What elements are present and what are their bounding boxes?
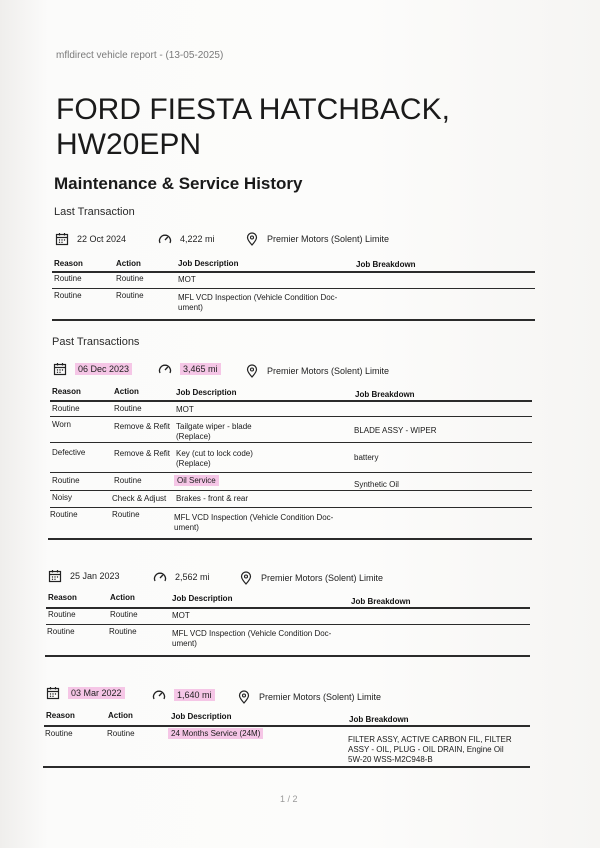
cell-job-description: MOT xyxy=(176,405,194,414)
col-action: Action xyxy=(114,387,139,396)
cell-reason: Routine xyxy=(54,291,82,300)
cell-reason: Defective xyxy=(52,448,86,457)
cell-action: Routine xyxy=(114,476,142,485)
cell-job-description: Key (cut to lock code) (Replace) xyxy=(176,449,253,468)
transaction-mileage xyxy=(153,570,210,584)
calendar-icon xyxy=(53,362,67,376)
transaction-garage xyxy=(245,232,389,246)
cell-job-description: Brakes - front & rear xyxy=(176,494,249,503)
cell-reason: Routine xyxy=(47,627,75,636)
mileage-text: 3,465 mi xyxy=(180,363,221,375)
date-text: 03 Mar 2022 xyxy=(68,687,125,699)
cell-reason: Routine xyxy=(54,274,82,283)
cell-action: Routine xyxy=(116,274,144,283)
transaction-date xyxy=(46,686,125,700)
transaction-mileage xyxy=(158,362,221,376)
cell-job-breakdown: battery xyxy=(354,453,379,462)
cell-action: Routine xyxy=(114,404,142,413)
cell-reason: Routine xyxy=(52,476,80,485)
transaction-garage xyxy=(239,571,383,585)
last-transaction-label: Last Transaction xyxy=(54,206,135,218)
calendar-icon xyxy=(55,232,69,246)
mileage-text: 1,640 mi xyxy=(174,689,215,701)
cell-job-description xyxy=(168,729,263,739)
cell-job-description xyxy=(174,476,219,486)
cell-job-description: MOT xyxy=(172,611,190,620)
page-number: 1 / 2 xyxy=(280,794,298,804)
col-job-breakdown: Job Breakdown xyxy=(356,260,416,269)
location-pin-icon xyxy=(245,232,259,246)
cell-job-description: Tailgate wiper - blade (Replace) xyxy=(176,422,252,441)
cell-reason: Worn xyxy=(52,420,71,429)
service-highlight: 24 Months Service (24M) xyxy=(168,728,263,739)
location-pin-icon xyxy=(237,690,251,704)
cell-job-breakdown: BLADE ASSY - WIPER xyxy=(354,426,437,435)
cell-action: Remove & Refit xyxy=(114,422,171,431)
speedometer-icon xyxy=(153,570,167,584)
transaction-date xyxy=(48,569,120,583)
calendar-icon xyxy=(48,569,62,583)
garage-text: Premier Motors (Solent) Limite xyxy=(261,573,384,583)
transaction-date xyxy=(55,232,126,246)
cell-job-description: MFL VCD Inspection (Vehicle Condition Doc- ument) xyxy=(172,629,332,648)
speedometer-icon xyxy=(158,362,172,376)
section-title: Maintenance & Service History xyxy=(54,174,303,193)
report-header: mfldirect vehicle report - (13-05-2025) xyxy=(56,50,224,61)
cell-job-breakdown: FILTER ASSY, ACTIVE CARBON FIL, FILTER ASSY - OIL, PLUG - OIL DRAIN, Engine Oil 5W-20 WSS-M2C948-B xyxy=(348,735,512,764)
cell-reason: Routine xyxy=(48,610,76,619)
mileage-text: 4,222 mi xyxy=(180,234,215,244)
transaction-mileage xyxy=(152,688,215,702)
cell-job-breakdown: Synthetic Oil xyxy=(354,480,399,489)
cell-job-description: MFL VCD Inspection (Vehicle Condition Doc- ument) xyxy=(178,293,338,312)
col-action: Action xyxy=(108,711,133,720)
oil-service-highlight: Oil Service xyxy=(174,475,219,486)
garage-text: Premier Motors (Solent) Limite xyxy=(267,366,390,376)
mileage-text: 2,562 mi xyxy=(175,572,210,582)
cell-job-description: MFL VCD Inspection (Vehicle Condition Doc- ument) xyxy=(174,513,334,532)
cell-action: Routine xyxy=(107,729,135,738)
location-pin-icon xyxy=(239,571,253,585)
cell-action: Remove & Refit xyxy=(114,449,171,458)
cell-reason: Routine xyxy=(45,729,73,738)
vehicle-title: FORD FIESTA HATCHBACK, HW20EPN xyxy=(56,93,450,161)
cell-action: Routine xyxy=(109,627,137,636)
cell-job-description: MOT xyxy=(178,275,196,284)
col-job-description: Job Description xyxy=(176,388,237,397)
date-text: 25 Jan 2023 xyxy=(70,571,120,581)
transaction-garage xyxy=(245,364,389,378)
cell-reason: Noisy xyxy=(52,493,73,502)
col-job-description: Job Description xyxy=(172,594,233,603)
cell-action: Check & Adjust xyxy=(112,494,167,503)
col-job-breakdown: Job Breakdown xyxy=(355,390,415,399)
transaction-garage xyxy=(237,690,381,704)
calendar-icon xyxy=(46,686,60,700)
col-reason: Reason xyxy=(52,387,81,396)
transaction-mileage xyxy=(158,232,215,246)
col-job-breakdown: Job Breakdown xyxy=(351,597,411,606)
col-reason: Reason xyxy=(46,711,75,720)
cell-action: Routine xyxy=(112,510,140,519)
cell-reason: Routine xyxy=(52,404,80,413)
col-reason: Reason xyxy=(48,593,77,602)
col-job-breakdown: Job Breakdown xyxy=(349,715,409,724)
col-job-description: Job Description xyxy=(171,712,232,721)
cell-action: Routine xyxy=(110,610,138,619)
cell-action: Routine xyxy=(116,291,144,300)
col-reason: Reason xyxy=(54,259,83,268)
speedometer-icon xyxy=(152,688,166,702)
location-pin-icon xyxy=(245,364,259,378)
date-text: 22 Oct 2024 xyxy=(77,234,127,244)
transaction-date xyxy=(53,362,132,376)
col-action: Action xyxy=(110,593,135,602)
speedometer-icon xyxy=(158,232,172,246)
garage-text: Premier Motors (Solent) Limite xyxy=(267,234,390,244)
date-text: 06 Dec 2023 xyxy=(75,363,132,375)
garage-text: Premier Motors (Solent) Limite xyxy=(259,692,382,702)
col-job-description: Job Description xyxy=(178,259,239,268)
col-action: Action xyxy=(116,259,141,268)
past-transactions-label: Past Transactions xyxy=(52,336,140,348)
cell-reason: Routine xyxy=(50,510,78,519)
